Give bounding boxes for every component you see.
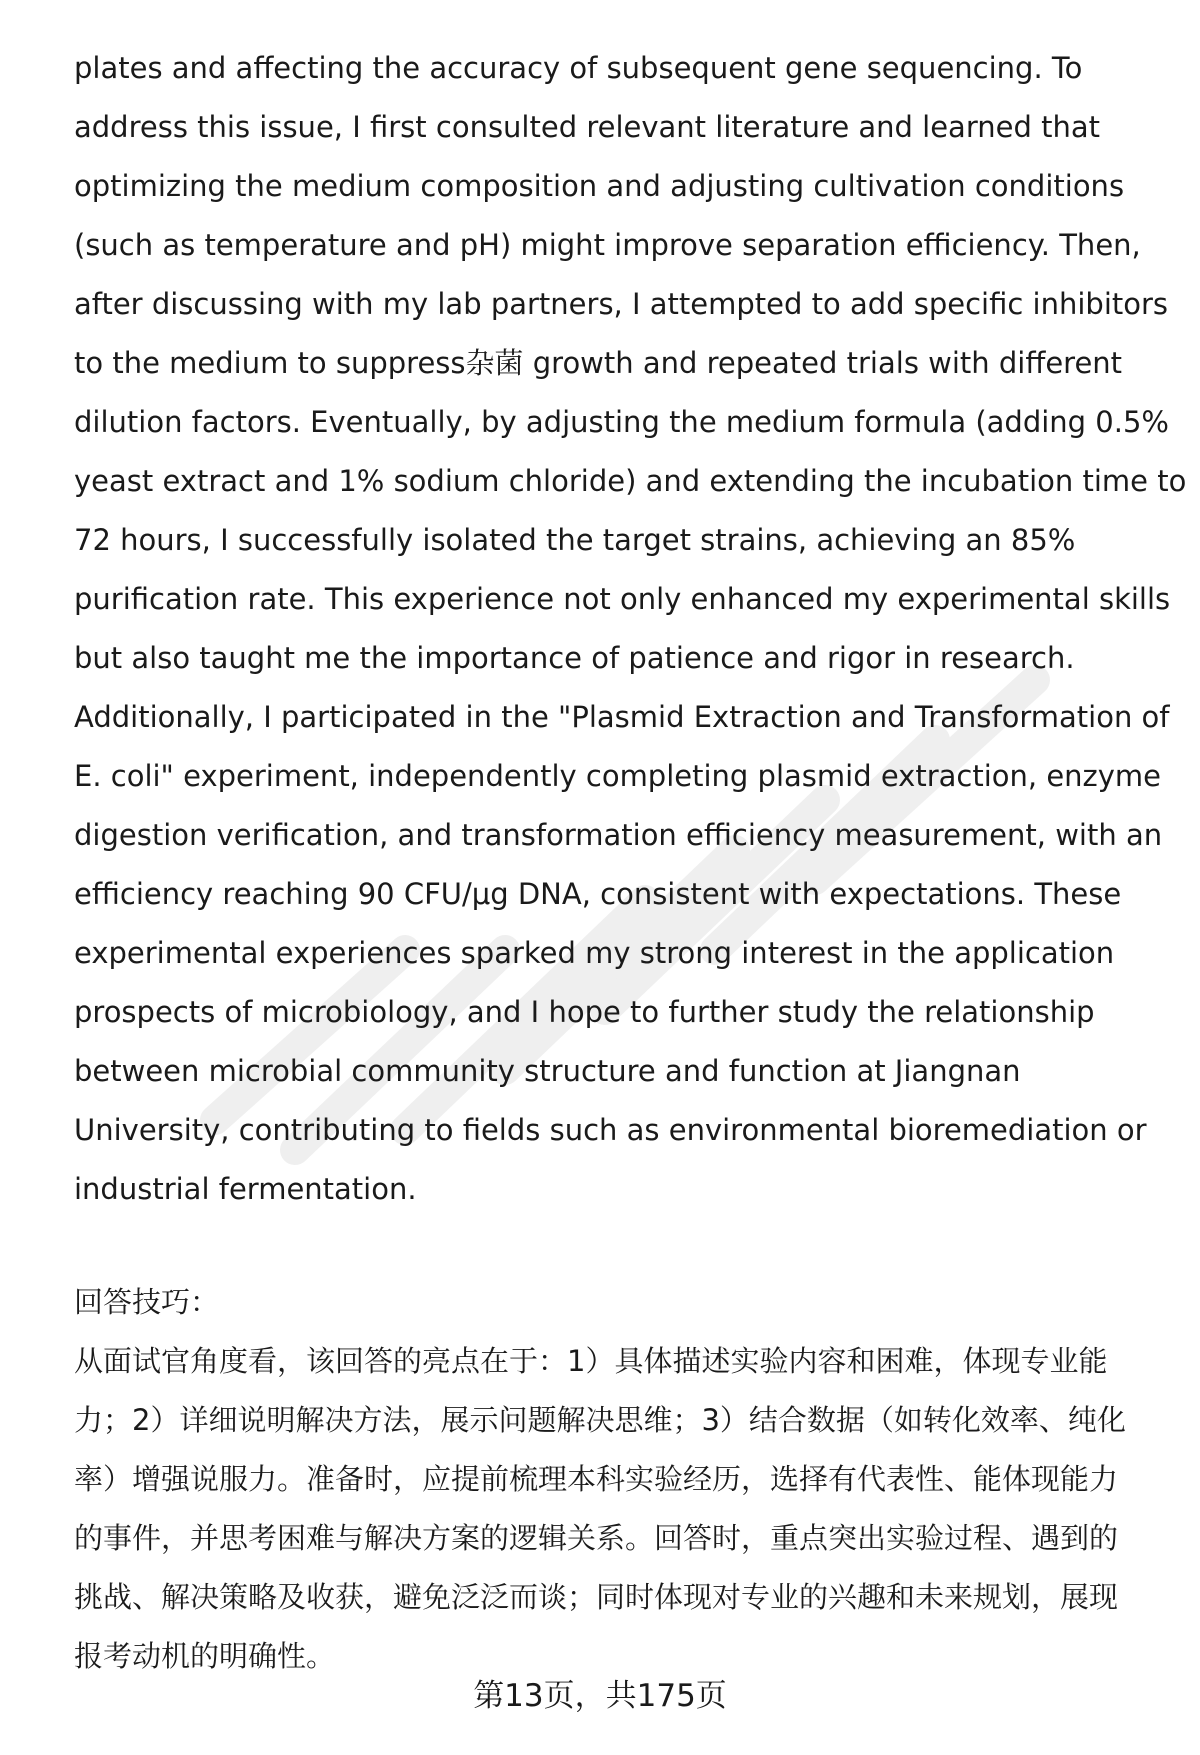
text-line: after discussing with my lab partners, I attempted to add specific inhibitors bbox=[74, 287, 1169, 321]
tips-heading: 回答技巧： bbox=[74, 1285, 220, 1319]
tips-line: 报考动机的明确性。 bbox=[74, 1639, 336, 1673]
page-number: 第13页，共175页 bbox=[473, 1678, 727, 1714]
text-line: optimizing the medium composition and adjusting cultivation conditions bbox=[74, 169, 1125, 203]
text-line: plates and affecting the accuracy of subsequent gene sequencing. To bbox=[74, 51, 1083, 85]
text-line: Additionally, I participated in the "Plasmid Extraction and Transformation of bbox=[74, 700, 1170, 734]
text-line: dilution factors. Eventually, by adjusting the medium formula (adding 0.5% bbox=[74, 405, 1169, 439]
tips-line: 挑战、解决策略及收获，避免泛泛而谈；同时体现对专业的兴趣和未来规划，展现 bbox=[74, 1580, 1119, 1614]
text-line: address this issue, I first consulted relevant literature and learned that bbox=[74, 110, 1100, 144]
text-line: prospects of microbiology, and I hope to further study the relationship bbox=[74, 995, 1095, 1029]
tips-line: 率）增强说服力。准备时，应提前梳理本科实验经历，选择有代表性、能体现能力 bbox=[74, 1462, 1119, 1496]
text-line: yeast extract and 1% sodium chloride) and extending the incubation time to bbox=[74, 464, 1187, 498]
text-line: between microbial community structure and function at Jiangnan bbox=[74, 1054, 1021, 1088]
text-line: industrial fermentation. bbox=[74, 1172, 417, 1206]
text-line: purification rate. This experience not only enhanced my experimental skills bbox=[74, 582, 1171, 616]
text-line: to the medium to suppress杂菌 growth and repeated trials with different bbox=[74, 346, 1123, 380]
tips-line: 力；2）详细说明解决方法，展示问题解决思维；3）结合数据（如转化效率、纯化 bbox=[74, 1403, 1126, 1437]
text-line: E. coli" experiment, independently completing plasmid extraction, enzyme bbox=[74, 759, 1162, 793]
text-line: experimental experiences sparked my strong interest in the application bbox=[74, 936, 1115, 970]
text-line: 72 hours, I successfully isolated the target strains, achieving an 85% bbox=[74, 523, 1076, 557]
text-line: efficiency reaching 90 CFU/μg DNA, consistent with expectations. These bbox=[74, 877, 1122, 911]
text-line: but also taught me the importance of patience and rigor in research. bbox=[74, 641, 1075, 675]
tips-line: 的事件，并思考困难与解决方案的逻辑关系。回答时，重点突出实验过程、遇到的 bbox=[74, 1521, 1119, 1555]
tips-line: 从面试官角度看，该回答的亮点在于：1）具体描述实验内容和困难，体现专业能 bbox=[74, 1344, 1108, 1378]
text-line: digestion verification, and transformation efficiency measurement, with an bbox=[74, 818, 1163, 852]
text-line: University, contributing to fields such as environmental bioremediation or bbox=[74, 1113, 1147, 1147]
text-line: (such as temperature and pH) might improve separation efficiency. Then, bbox=[74, 228, 1141, 262]
